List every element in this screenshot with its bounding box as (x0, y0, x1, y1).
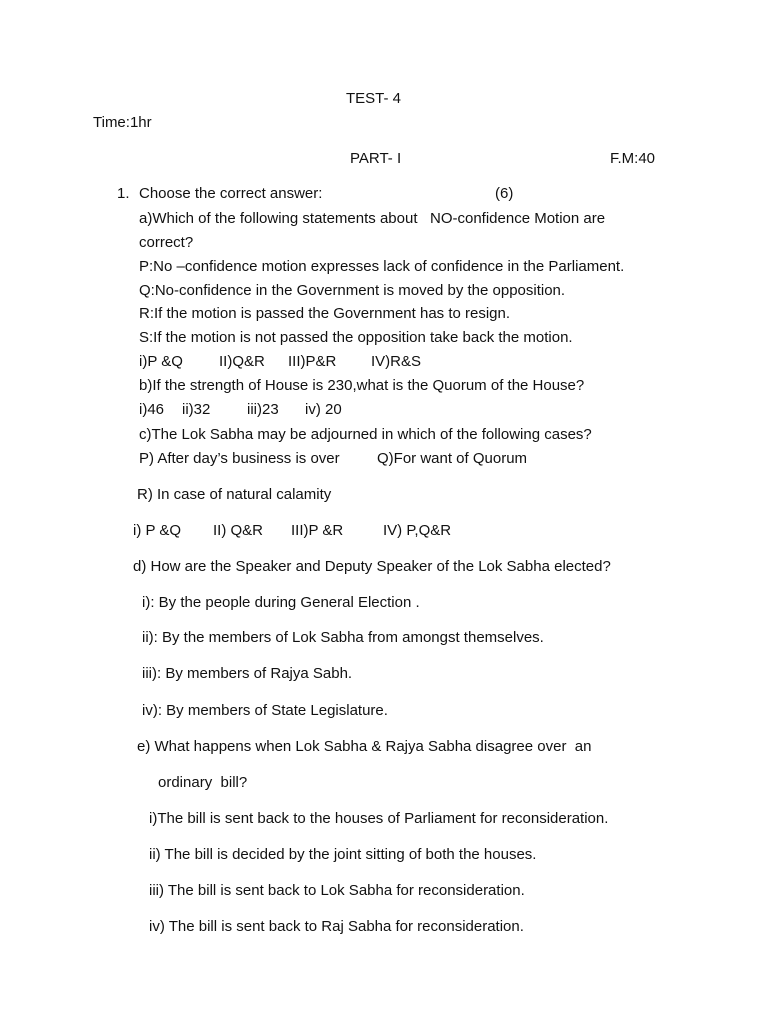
option-e-1: i)The bill is sent back to the houses of Parliament for reconsideration. (149, 810, 609, 827)
option-a-4: IV)R&S (371, 353, 422, 370)
option-a-3: III)P&R (288, 353, 337, 370)
statement-r: R:If the motion is passed the Government has to resign. (139, 305, 511, 322)
option-b-4: iv) 20 (305, 401, 342, 418)
statement-p: P:No –confidence motion expresses lack of confidence in the Parliament. (139, 258, 625, 275)
question-c-stem: c)The Lok Sabha may be adjourned in which of the following cases? (139, 426, 592, 443)
question-marks: (6) (495, 185, 514, 202)
option-b-1: i)46 (139, 401, 165, 418)
question-e-stem-line2: ordinary bill? (158, 774, 248, 791)
question-number: 1. (117, 185, 130, 202)
option-d-4: iv): By members of State Legislature. (142, 702, 388, 719)
question-instruction: Choose the correct answer: (139, 185, 323, 202)
option-c-1: i) P &Q (133, 522, 182, 539)
full-marks: F.M:40 (610, 150, 656, 167)
option-d-2: ii): By the members of Lok Sabha from amongst themselves. (142, 629, 544, 646)
option-c-3: III)P &R (291, 522, 344, 539)
option-e-4: iv) The bill is sent back to Raj Sabha for reconsideration. (149, 918, 524, 935)
option-c-2: II) Q&R (213, 522, 264, 539)
question-a-stem-line2: correct? (139, 234, 194, 251)
option-a-1: i)P &Q (139, 353, 183, 370)
option-e-3: iii) The bill is sent back to Lok Sabha for reconsideration. (149, 882, 525, 899)
statement-q: Q:No-confidence in the Government is moved by the opposition. (139, 282, 566, 299)
option-b-2: ii)32 (182, 401, 211, 418)
question-e-stem-line1: e) What happens when Lok Sabha & Rajya Sabha disagree over an (137, 738, 592, 755)
question-d-stem: d) How are the Speaker and Deputy Speaker of the Lok Sabha elected? (133, 558, 611, 575)
option-d-3: iii): By members of Rajya Sabh. (142, 665, 353, 682)
case-r: R) In case of natural calamity (137, 486, 332, 503)
option-a-2: II)Q&R (219, 353, 265, 370)
case-p: P) After day’s business is over (139, 450, 340, 467)
test-title: TEST- 4 (346, 90, 402, 107)
statement-s: S:If the motion is not passed the opposition take back the motion. (139, 329, 573, 346)
time-allowed: Time:1hr (93, 114, 152, 131)
part-heading: PART- I (350, 150, 402, 167)
question-a-stem-line1: a)Which of the following statements about NO-confidence Motion are (139, 210, 606, 227)
option-e-2: ii) The bill is decided by the joint sitting of both the houses. (149, 846, 537, 863)
option-d-1: i): By the people during General Election . (142, 594, 420, 611)
option-b-3: iii)23 (247, 401, 279, 418)
option-c-4: IV) P,Q&R (383, 522, 452, 539)
question-b-stem: b)If the strength of House is 230,what is the Quorum of the House? (139, 377, 585, 394)
case-q: Q)For want of Quorum (377, 450, 528, 467)
